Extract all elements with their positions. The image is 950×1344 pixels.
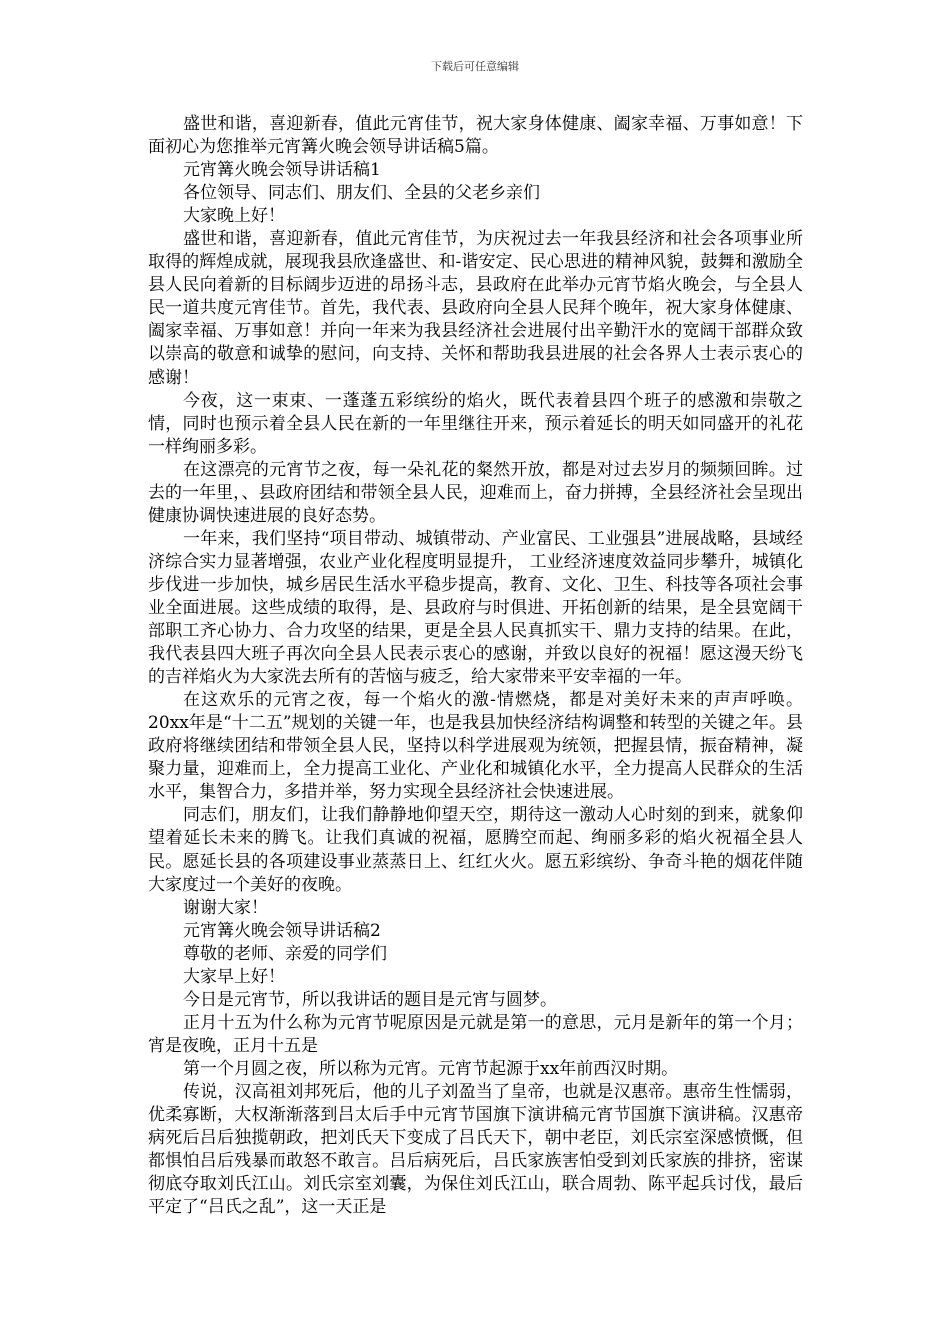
paragraph-intro: 盛世和谐，喜迎新春，值此元宵佳节，祝大家身体健康、阖家幸福、万事如意！下面初心为您推举元宵篝火晚会领导讲话稿5篇。: [148, 114, 803, 158]
paragraph: 同志们，朋友们，让我们静静地仰望天空，期待这一激动人心时刻的到来，就象仰望着延长未来的腾飞。让我们真诚的祝福，愿腾空而起、绚丽多彩的焰火祝福全县人民。愿延长县的各项建设事业蒸蒸日上、红红火火。愿五彩缤纷、争奇斗艳的烟花伴随大家度过一个美好的夜晚。: [148, 805, 803, 895]
page-header: 下载后可任意编辑: [431, 60, 519, 73]
section-title-1: 元宵篝火晚会领导讲话稿1: [183, 160, 381, 181]
paragraph: 正月十五为什么称为元宵节呢原因是元就是第一的意思，元月是新年的第一个月；宵是夜晚，正月十五是: [148, 1012, 803, 1056]
greeting-2: 大家早上好！: [183, 966, 285, 987]
paragraph: 今日是元宵节，所以我讲话的题目是元宵与圆梦。: [183, 989, 557, 1010]
greeting-1: 大家晚上好！: [183, 206, 285, 227]
salutation-2: 尊敬的老师、亲爱的同学们: [183, 943, 387, 964]
paragraph: 今夜，这一束束、一蓬蓬五彩缤纷的焰火，既代表着县四个班子的感激和崇敬之情，同时也预示着全县人民在新的一年里继往开来，预示着延长的明天如同盛开的礼花一样绚丽多彩。: [148, 390, 803, 457]
section-title-2: 元宵篝火晚会领导讲话稿2: [183, 920, 381, 941]
salutation-1: 各位领导、同志们、朋友们、全县的父老乡亲们: [183, 183, 540, 204]
paragraph: 在这欢乐的元宵之夜，每一个焰火的激-情燃烧，都是对美好未来的声声呼唤。20xx年是“十二五”规划的关键一年，也是我县加快经济结构调整和转型的关键之年。县政府将继续团结和带领全县人民，坚持以科学进展观为统领，把握县情，振奋精神，凝聚力量，迎难而上，全力提高工业化、产业化和城镇化水平，全力提高人民群众的生活水平，集智合力，多措并举，努力实现全县经济社会快速进展。: [148, 690, 803, 803]
paragraph: 在这漂亮的元宵节之夜，每一朵礼花的粲然开放，都是对过去岁月的频频回眸。过去的一年里，、县政府团结和带领全县人民，迎难而上，奋力拼搏，全县经济社会呈现出健康协调快速进展的良好态势。: [148, 459, 803, 526]
paragraph: 第一个月圆之夜，所以称为元宵。元宵节起源于xx年前西汉时期。: [183, 1058, 679, 1079]
paragraph: 传说，汉高祖刘邦死后，他的儿子刘盈当了皇帝，也就是汉惠帝。惠帝生性懦弱，优柔寡断，大权渐渐落到吕太后手中元宵节国旗下演讲稿元宵节国旗下演讲稿。汉惠帝病死后吕后独揽朝政，把刘氏天下变成了吕氏天下，朝中老臣，刘氏宗室深感愤慨，但都惧怕吕后残暴而敢怒不敢言。吕后病死后，吕氏家族害怕受到刘氏家族的排挤，密谋彻底夺取刘氏江山。刘氏宗室刘囊，为保住刘氏江山，联合周勃、陈平起兵讨伐，最后平定了“吕氏之乱”，这一天正是: [148, 1081, 803, 1218]
paragraph: 一年来，我们坚持“项目带动、城镇带动、产业富民、工业强县”进展战略，县域经济综合实力显著增强，农业产业化程度明显提升， 工业经济速度效益同步攀升，城镇化步伐进一步加快，城乡居民生活水平稳步提高，教育、文化、卫生、科技等各项社会事业全面进展。这些成绩的取得，是、县政府与时俱进、开拓创新的结果，是全县宽阔干部职工齐心协力、合力攻坚的结果，更是全县人民真抓实干、鼎力支持的结果。在此，我代表县四大班子再次向全县人民表示衷心的感谢，并致以良好的祝福！愿这漫天纷飞的吉祥焰火为大家洗去所有的苦恼与疲乏，给大家带来平安幸福的一年。: [148, 528, 803, 688]
paragraph: 盛世和谐，喜迎新春，值此元宵佳节，为庆祝过去一年我县经济和社会各项事业所取得的辉煌成就，展现我县欣逢盛世、和-谐安定、民心思进的精神风貌，鼓舞和激励全县人民向着新的目标阔步迈进的昂扬斗志，县政府在此举办元宵节焰火晚会，与全县人民一道共度元宵佳节。首先，我代表、县政府向全县人民拜个晚年，祝大家身体健康、阖家幸福、万事如意！并向一年来为我县经济社会进展付出辛勤汗水的宽阔干部群众致以崇高的敬意和诚挚的慰问，向支持、关怀和帮助我县进展的社会各界人士表示衷心的感谢！: [148, 229, 803, 388]
document-body: [148, 113, 803, 1219]
closing-thanks: 谢谢大家！: [183, 897, 268, 918]
